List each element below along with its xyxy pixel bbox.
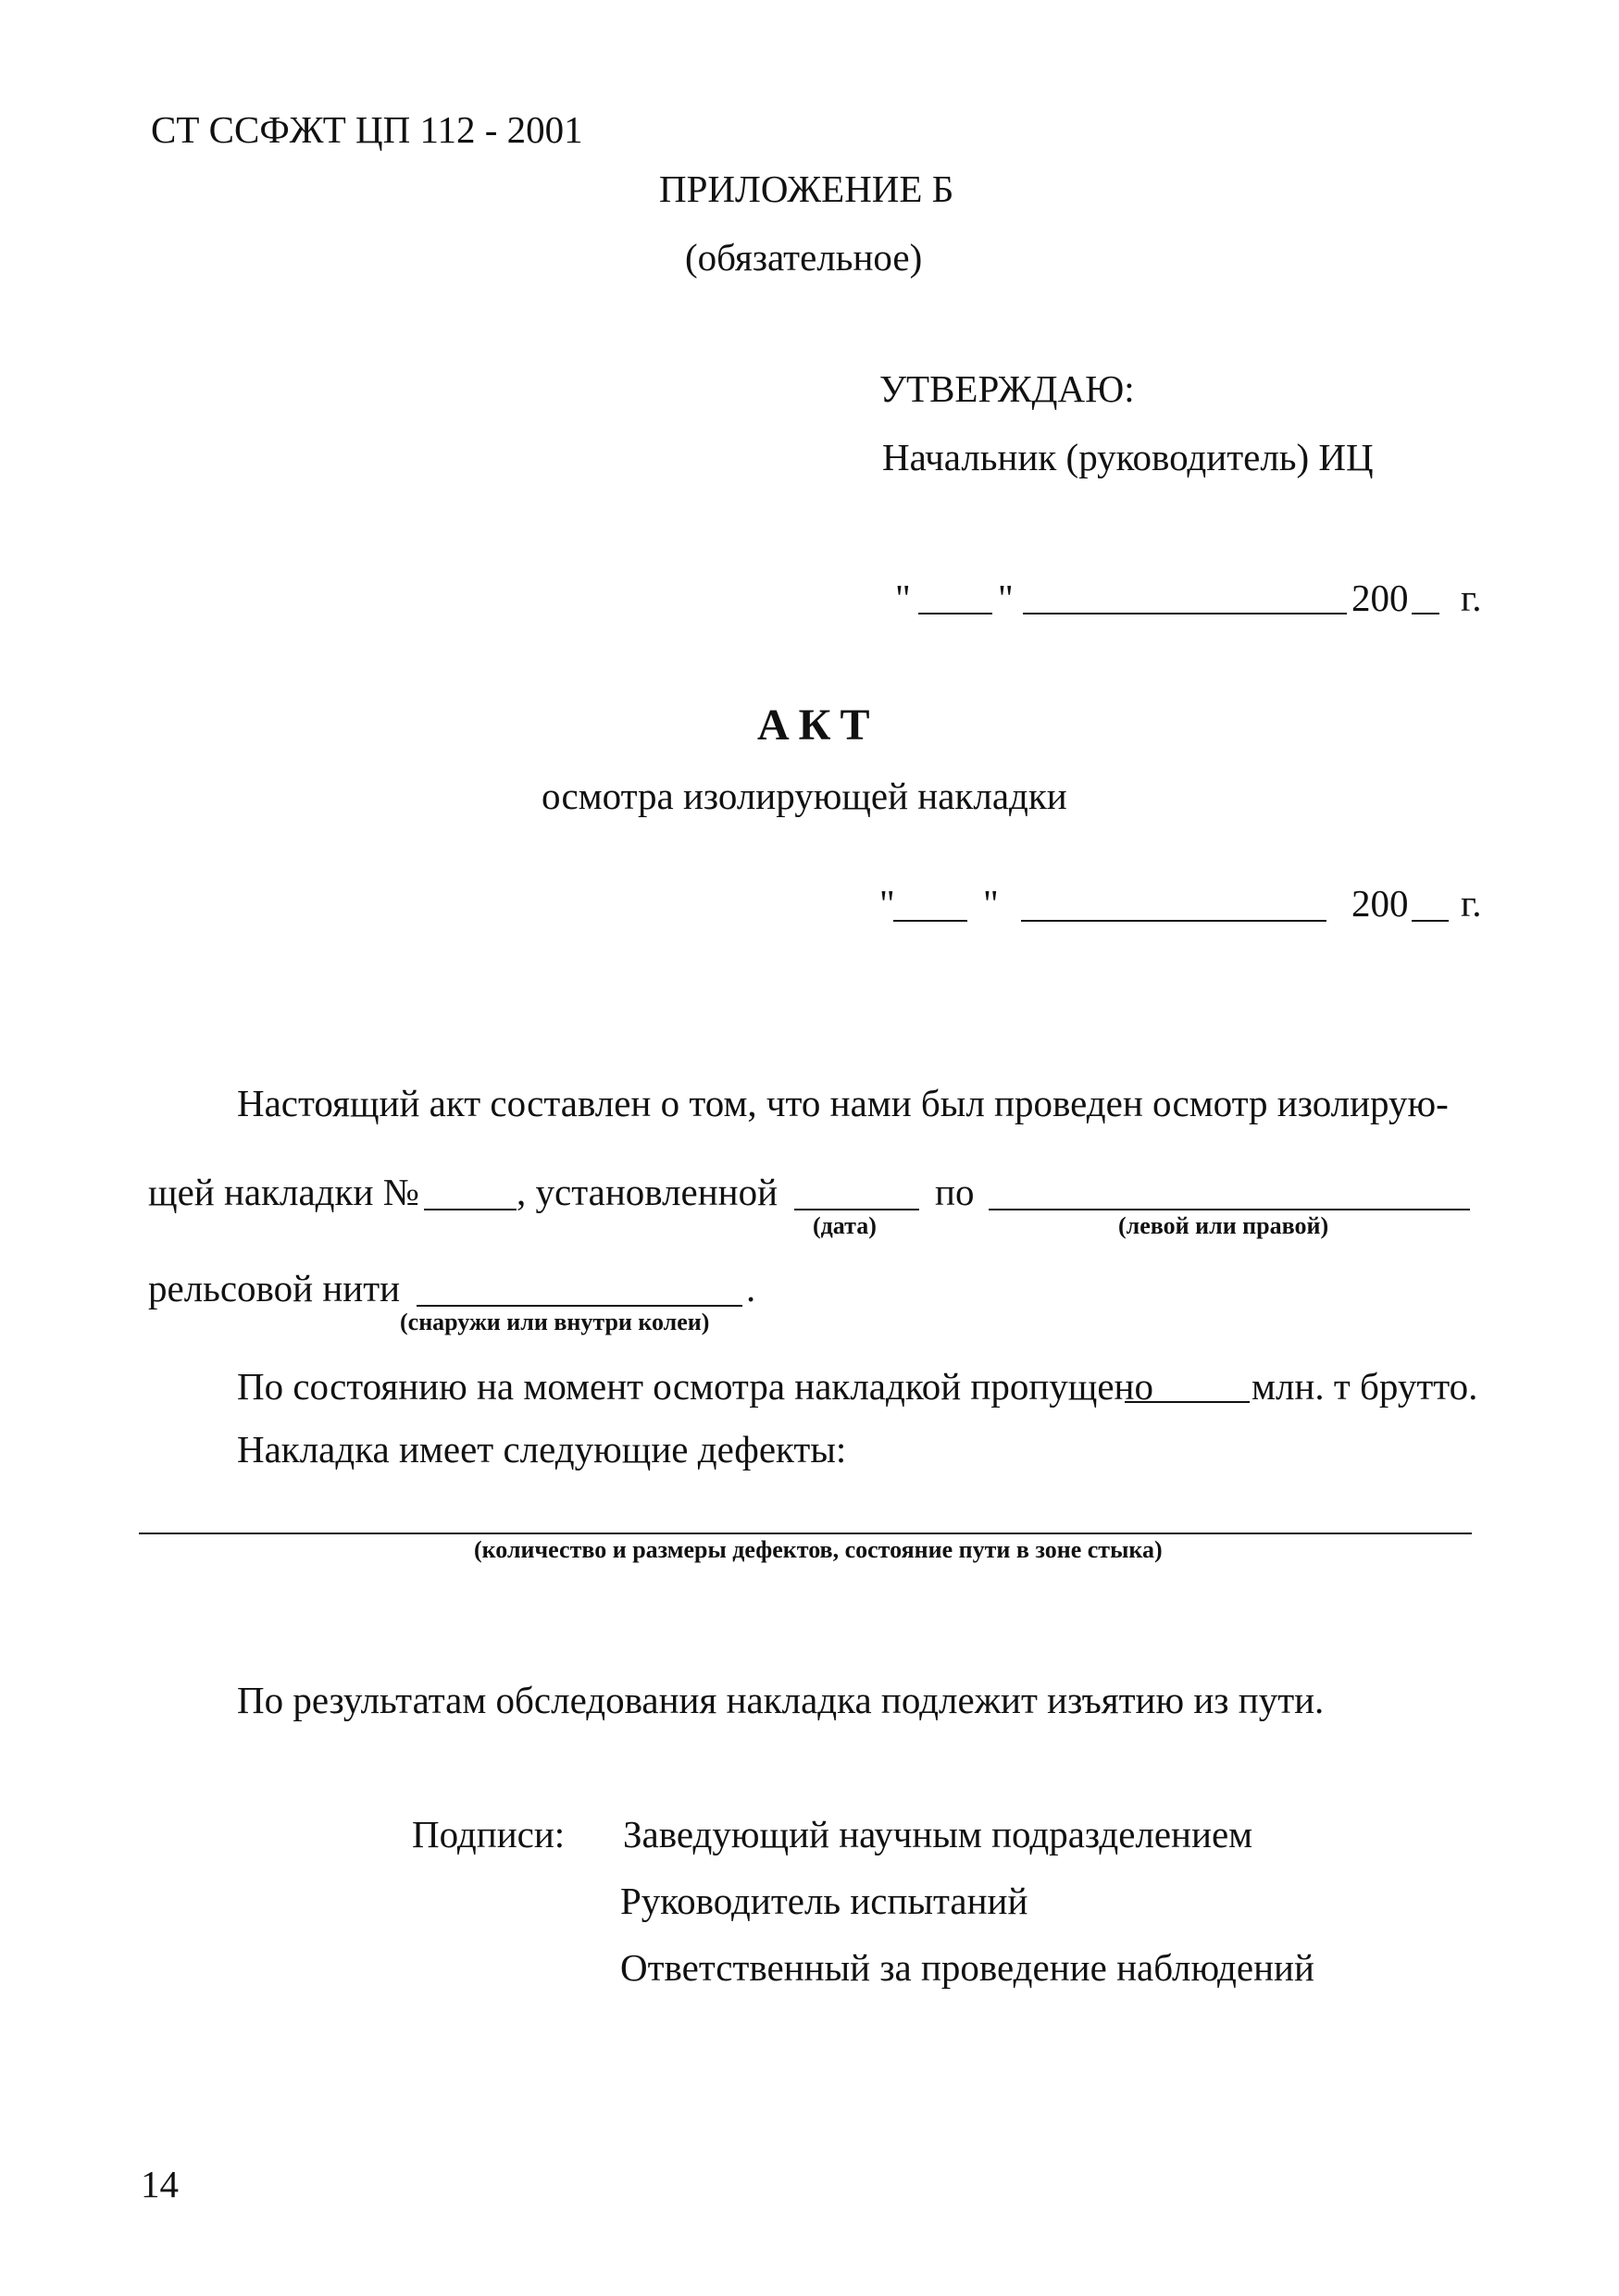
signature-item: Руководитель испытаний xyxy=(620,1880,1028,1922)
act-subtitle: осмотра изолирующей накладки xyxy=(542,775,1067,817)
approval-month-blank xyxy=(1023,613,1347,614)
act-month-blank xyxy=(1021,920,1326,922)
body-line-4: По состоянию на момент осмотра накладкой пропущено xyxy=(237,1365,1153,1408)
act-quote-close: " xyxy=(983,882,999,925)
tonnage-blank xyxy=(1125,1401,1250,1403)
defects-blank xyxy=(139,1533,1472,1534)
rail-side-blank xyxy=(989,1209,1470,1210)
body-line-3-end: . xyxy=(746,1267,756,1309)
caption-position: (снаружи или внутри колеи) xyxy=(400,1309,710,1335)
body-line-4-unit: млн. т брутто. xyxy=(1252,1365,1478,1408)
act-quote-open: " xyxy=(879,882,895,925)
signature-item: Заведующий научным подразделением xyxy=(623,1813,1253,1855)
body-line-2-installed: , установленной xyxy=(517,1171,778,1213)
approval-position: Начальник (руководитель) ИЦ xyxy=(882,436,1374,478)
conclusion-text: По результатам обследования накладка подлежит изъятию из пути. xyxy=(237,1679,1325,1721)
body-line-1: Настоящий акт составлен о том, что нами был проведен осмотр изолирую- xyxy=(237,1082,1449,1124)
body-line-5: Накладка имеет следующие дефекты: xyxy=(237,1428,847,1471)
date-blank xyxy=(794,1209,919,1210)
act-year-suffix: г. xyxy=(1461,882,1482,925)
page-number: 14 xyxy=(141,2163,179,2205)
approval-year-suffix: г. xyxy=(1461,577,1482,619)
body-line-3: рельсовой нити xyxy=(148,1267,401,1309)
signature-item: Ответственный за проведение наблюдений xyxy=(620,1946,1314,1989)
act-year-blank xyxy=(1412,920,1449,922)
appendix-note: (обязательное) xyxy=(685,236,923,279)
signatures-label: Подписи: xyxy=(412,1813,566,1855)
approval-quote-open: " xyxy=(895,577,911,619)
body-line-2-on: по xyxy=(935,1171,975,1213)
act-title: АКТ xyxy=(757,701,879,750)
approval-year: 200 xyxy=(1351,577,1409,619)
plate-number-blank xyxy=(424,1209,517,1210)
act-year: 200 xyxy=(1351,882,1409,925)
track-position-blank xyxy=(417,1305,742,1307)
approval-quote-close: " xyxy=(998,577,1014,619)
caption-date: (дата) xyxy=(813,1212,877,1239)
act-day-blank xyxy=(893,920,967,922)
approval-day-blank xyxy=(918,613,992,614)
caption-defects: (количество и размеры дефектов, состояние пути в зоне стыка) xyxy=(474,1536,1163,1563)
approval-heading: УТВЕРЖДАЮ: xyxy=(879,367,1135,410)
body-line-2-start: щей накладки № xyxy=(148,1171,419,1213)
document-code: СТ ССФЖТ ЦП 112 - 2001 xyxy=(151,108,583,151)
appendix-heading: ПРИЛОЖЕНИЕ Б xyxy=(659,168,954,210)
approval-year-blank xyxy=(1412,613,1439,614)
caption-side: (левой или правой) xyxy=(1118,1212,1329,1239)
